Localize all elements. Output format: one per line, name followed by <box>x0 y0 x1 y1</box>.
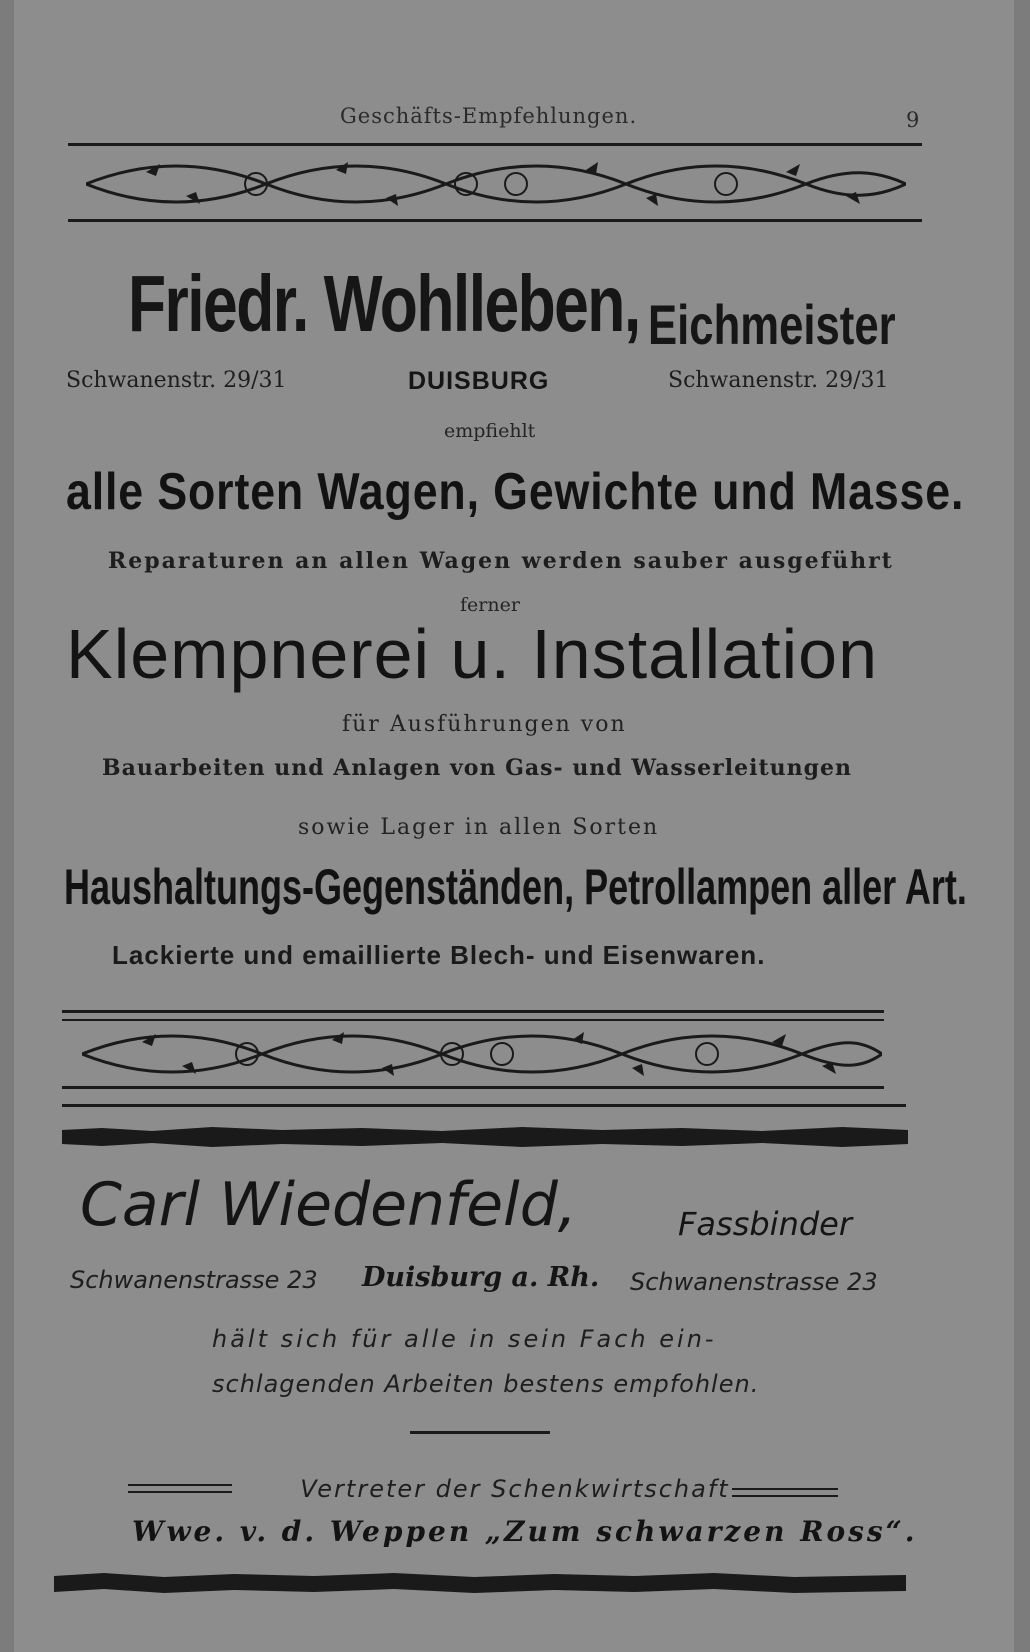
ad1-repairs: Reparaturen an allen Wagen werden sauber ausgeführt <box>108 548 894 574</box>
ad2-title: Fassbinder <box>678 1205 852 1243</box>
ad1-also: ferner <box>460 594 520 616</box>
mid-rule-4 <box>62 1104 906 1107</box>
ad2-line1: hält sich für alle in sein Fach ein- <box>212 1325 717 1353</box>
top-rule-lower <box>68 219 922 222</box>
ad1-for-line: für Ausführungen von <box>342 712 627 737</box>
ad2-line2: schlagenden Arbeiten bestens empfohlen. <box>212 1370 760 1398</box>
vertreter-rule-right-2 <box>732 1495 838 1497</box>
ornament-middle <box>82 1022 882 1084</box>
ad2-address-right: Schwanenstrasse 23 <box>630 1268 878 1296</box>
page-number: 9 <box>906 108 920 132</box>
ad1-city: DUISBURG <box>408 367 550 395</box>
ad1-stock: sowie Lager in allen Sorten <box>298 815 660 840</box>
ad2-representative: Vertreter der Schenkwirtschaft <box>300 1475 730 1503</box>
ad2-tavern: Wwe. v. d. Weppen „Zum schwarzen Ross“. <box>132 1515 918 1548</box>
ad1-service: Klempnerei u. Installation <box>66 615 878 693</box>
ad1-recommends: empfiehlt <box>444 420 536 442</box>
ad2-address-left: Schwanenstrasse 23 <box>70 1266 318 1294</box>
ad1-address-left: Schwanenstr. 29/31 <box>66 368 287 393</box>
rough-bar-top <box>62 1124 908 1150</box>
mid-rule-2 <box>62 1019 884 1021</box>
ornament-top <box>86 152 906 214</box>
ad1-address-right: Schwanenstr. 29/31 <box>668 368 889 393</box>
ad1-name: Friedr. Wohlleben, <box>128 259 640 348</box>
running-title: Geschäfts-Empfehlungen. <box>340 104 638 128</box>
ad1-lacquered: Lackierte und emaillierte Blech- und Eisenwaren. <box>112 940 766 970</box>
ad1-products: alle Sorten Wagen, Gewichte und Masse. <box>66 463 965 521</box>
ad2-name: Carl Wiedenfeld, <box>80 1170 577 1240</box>
rough-bar-bottom <box>54 1570 906 1596</box>
short-rule <box>410 1431 550 1434</box>
mid-rule-3 <box>62 1086 884 1089</box>
mid-rule-1 <box>62 1010 884 1013</box>
ad1-title: Eichmeister <box>648 293 896 356</box>
ad1-household: Haushaltungs-Gegenständen, Petrollampen aller Art. <box>64 859 967 915</box>
vertreter-rule-right-1 <box>732 1488 838 1490</box>
ad1-construction: Bauarbeiten und Anlagen von Gas- und Wasserleitungen <box>102 755 852 781</box>
top-rule-upper <box>68 143 922 146</box>
ad2-city: Duisburg a. Rh. <box>362 1262 600 1293</box>
